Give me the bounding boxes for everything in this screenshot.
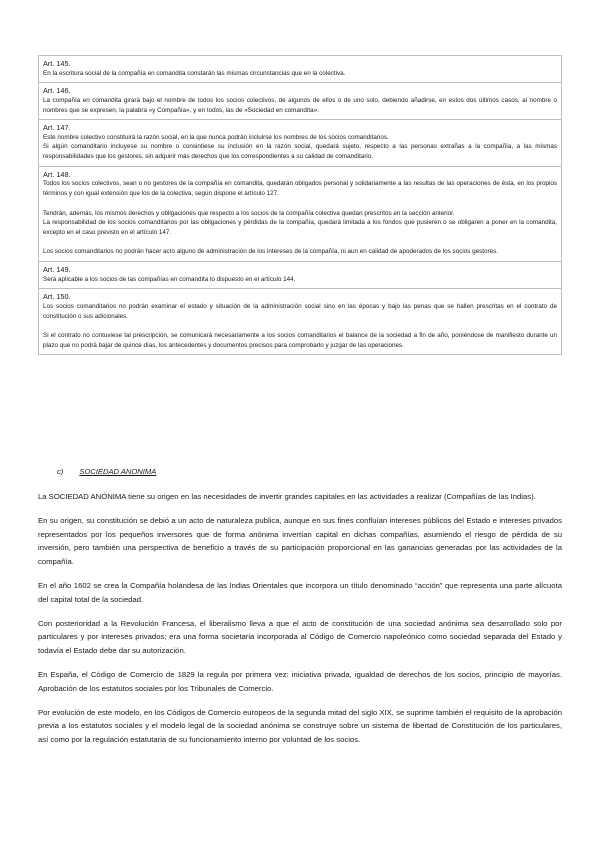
article-heading: Art. 146. [43, 86, 71, 96]
article-heading: Art. 149. [43, 264, 71, 274]
article-text: La responsabilidad de los socios comanditarios por las obligaciones y pérdidas de la compañía, quedará limitada a los fondos que pusieren o se obligaren a poner en la comandita, excepto en el caso previsto en el artículo 147. [43, 219, 557, 236]
body-text [38, 490, 562, 757]
article-146 [38, 82, 562, 120]
article-147 [38, 119, 562, 166]
paragraph: En su origen, su constitución se debió a un acto de naturaleza publica, aunque en sus fines confluían intereses públicos del Estado e intereses privados representados por los pequeños inversores que de forma anónima invertían capital en dichas compañías, asumiendo el riesgo de pérdida de su inversión, pero también una perspectiva de beneficio a través de su participación proporcional en las ganancias generadas por las actividades de la compañía. [38, 516, 562, 566]
article-148 [38, 166, 562, 262]
article-text: Los socios comanditarios no podrán examinar el estado y situación de la administración social sino en las épocas y bajo las penas que se hallen prescritas en el contrato de constitución o sus adicionales. [43, 302, 557, 320]
section-letter: c) [57, 467, 64, 476]
article-heading: Art. 148. [43, 169, 71, 179]
paragraph-gap [43, 199, 557, 209]
article-heading: Art. 150. [43, 292, 71, 302]
article-text: Todos los socios colectivos, sean o no gestores de la compañía en comandita, quedarán obligados personal y solidariamente a las resultas de las operaciones de ésta, en los propios términos y con igual extensión que los de la colectiva, según dispone el artículo 127. [43, 180, 557, 197]
article-text: Será aplicable a los socios de las compañías en comandita lo dispuesto en el artículo 144. [43, 275, 296, 283]
article-text: Los socios comanditarios no podrán hacer acto alguno de administración de los intereses de la compañía, ni aun en calidad de apoderados de los socios gestores. [43, 248, 499, 256]
article-heading: Art. 147. [43, 123, 71, 133]
paragraph: En España, el Código de Comercio de 1829 la regula por primera vez: iniciativa privada, igualdad de derechos de los socios, principio de mayorías. Aprobación de los estatutos sociales por los Tribunales de Comercio. [38, 669, 562, 693]
article-text: En la escritura social de la compañía en comandita constarán las mismas circunstancias que en la colectiva. [43, 69, 346, 77]
article-150 [38, 288, 562, 355]
article-text: Este nombre colectivo constituirá la razón social, en la que nunca podrán incluirse los nombres de los socios comanditarios. [43, 133, 389, 141]
paragraph: Con posterioridad a la Revolución Francesa, el liberalismo lleva a que el acto de constitución de una sociedad anónima sea desarrollado solo por particulares y por intereses privados; era una forma societaria incorporada al Código de Comercio napoleónico como sociedad separada del Estado y todavía el Estado debe dar su autorización. [38, 618, 562, 655]
paragraph: La SOCIEDAD ANÓNIMA tiene su origen en las necesidades de invertir grandes capitales en las actividades a realizar (Compañías de las Indias). [38, 492, 536, 501]
paragraph: En el año 1602 se crea la Compañía holandesa de las Indias Orientales que incorpora un título denominado “acción” que representa una parte alícuota del capital total de la sociedad. [38, 580, 562, 604]
article-text: La compañía en comandita girará bajo el nombre de todos los socios colectivos, de algunos de ellos o de uno solo, debiendo añadirse, en estos dos últimos casos, al nombre o nombres que se expresen, la palabra «y Compañía», y en todos, las de «Sociedad en comandita». [43, 97, 557, 114]
section-heading [57, 467, 156, 476]
article-text: Si algún comanditario incluyese su nombre o consintiese su inclusión en la razón social, quedará sujeto, respecto a las personas extrañas a la compañía, a las mismas responsabilidades que los gestores, sin adquirir más derechos que los correspondientes a su calidad de comanditario. [43, 143, 557, 161]
article-text: Tendrán, además, los mismos derechos y obligaciones que respecto a los socios de la compañía colectiva quedan prescritos en la sección anterior. [43, 209, 455, 217]
article-heading: Art. 145. [43, 59, 71, 68]
section-title: SOCIEDAD ANONIMA [79, 467, 157, 476]
article-145 [38, 55, 562, 83]
paragraph-gap [43, 321, 557, 331]
paragraph: Por evolución de este modelo, en los Códigos de Comercio europeos de la segunda mitad del siglo XIX, se suprime también el requisito de la aprobación previa a los estatutos sociales y el modelo legal de la sociedad anónima se construye sobre un sistema de libertad de Constitución de los particulares, así como por la regulación estatutaria de su funcionamiento interno por voluntad de los socios. [38, 707, 562, 744]
paragraph-gap [43, 237, 557, 247]
articles-table [38, 55, 562, 354]
article-149 [38, 261, 562, 289]
article-text: Si el contrato no contuviese tal prescripción, se comunicará necesariamente a los socios comanditarios el balance de la sociedad a fin de año, poniéndose de manifiesto durante un plazo que no podrá bajar de quince días, los antecedentes y documentos precisos para comprobarlo y juzgar de las operaciones. [43, 332, 557, 349]
